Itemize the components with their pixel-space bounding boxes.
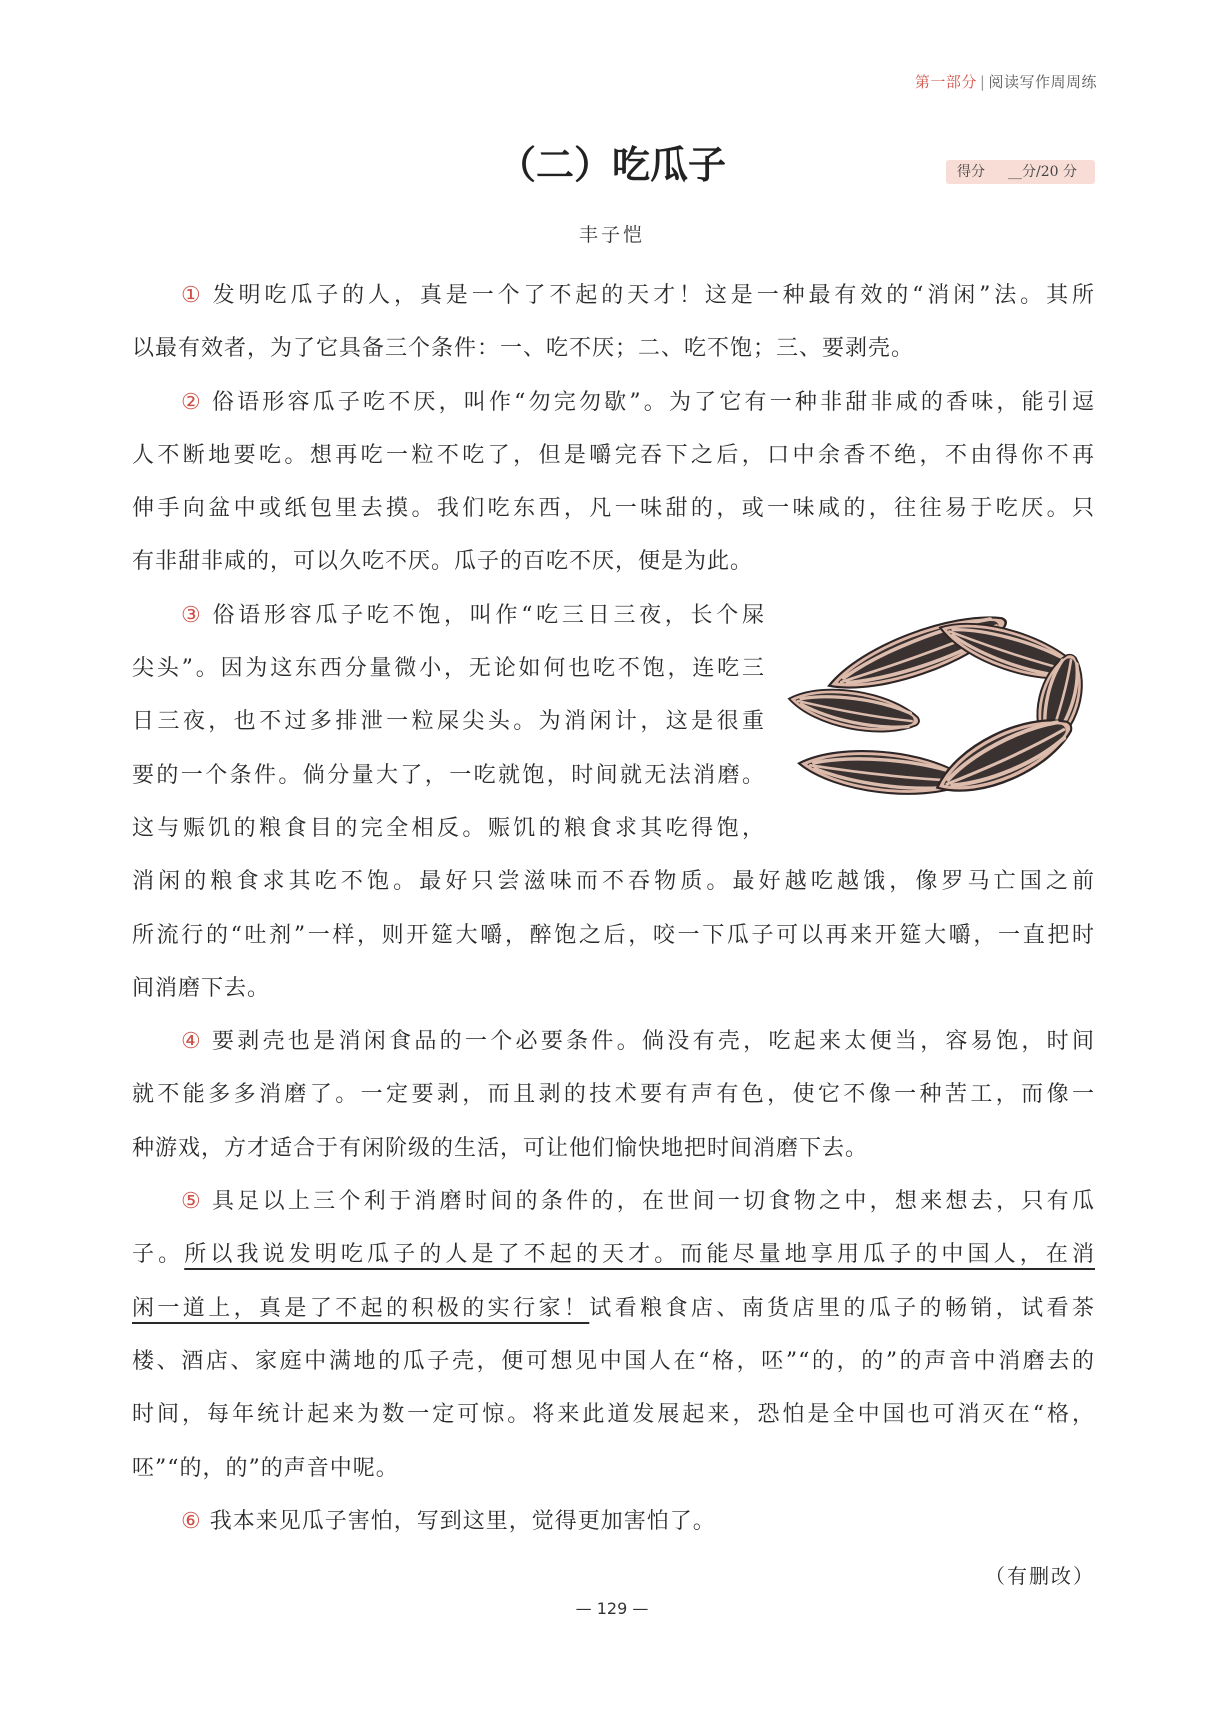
text-line: 种游戏，方才适合于有闲阶级的生活，可让他们愉快地把时间消磨下去。 [132, 1135, 869, 1161]
running-header [915, 71, 1097, 93]
text-line: 以最有效者，为了它具备三个条件：一、吃不厌；二、吃不饱；三、要剥壳。 [132, 336, 915, 362]
text-line: 楼、酒店、家庭中满地的瓜子壳，便可想见中国人在“格，呸”“的，的”的声音中消磨去的 [132, 1348, 1095, 1374]
paragraph-number: ④ [181, 1029, 205, 1055]
text-line [132, 589, 765, 642]
text-line [132, 269, 1095, 322]
page-number: — 129 — [575, 1599, 649, 1618]
paragraph-number: ⑥ [181, 1508, 202, 1534]
line-text: 子。 [132, 1242, 185, 1268]
text-line [132, 1015, 1095, 1068]
text-line: 呸”“的，的”的声音中呢。 [132, 1455, 399, 1481]
paragraph-number: ⑤ [181, 1189, 205, 1215]
line-text: 我本来见瓜子害怕，写到这里，觉得更加害怕了。 [209, 1508, 716, 1534]
line-text: 发明吃瓜子的人，真是一个了不起的天才！这是一种最有效的“消闲”法。其所 [212, 283, 1095, 308]
paragraph-5 [132, 1175, 1095, 1495]
text-line [132, 1282, 1095, 1335]
text-line [132, 1175, 1095, 1228]
underlined-text: 闲一道上，真是了不起的积极的实行家！ [132, 1295, 590, 1321]
text-line: 时间，每年统计起来为数一定可惊。将来此道发展起来，恐怕是全中国也可消灭在“格， [132, 1402, 1095, 1428]
line-text: 俗语形容瓜子吃不饱，叫作“吃三日三夜，长个屎 [212, 602, 765, 628]
text-line: 这与赈饥的粮食目的完全相反。赈饥的粮食求其吃得饱， [132, 815, 765, 841]
text-line [132, 1495, 1095, 1548]
line-text: 具足以上三个利于消磨时间的条件的，在世间一切食物之中，想来想去，只有瓜 [212, 1189, 1095, 1215]
line-text: 试看粮食店、南货店里的瓜子的畅销，试看茶 [589, 1295, 1095, 1321]
text-line: 要的一个条件。倘分量大了，一吃就饱，时间就无法消磨。 [132, 762, 765, 788]
score-value: __分/20 分 [1008, 164, 1077, 180]
text-line: 日三夜，也不过多排泄一粒屎尖头。为消闲计，这是很重 [132, 709, 765, 735]
paragraph-2 [132, 376, 1095, 589]
article-title: （二）吃瓜子 [497, 143, 726, 187]
series-title: 阅读写作周周练 [988, 73, 1097, 91]
paragraph-number: ③ [181, 602, 205, 628]
paragraph-number: ② [181, 389, 204, 415]
abridged-note: （有删改） [985, 1564, 1095, 1588]
paragraph-number: ① [181, 283, 205, 308]
text-line: 有非甜非咸的，可以久吃不厌。瓜子的百吃不厌，便是为此。 [132, 549, 754, 575]
text-line: 消闲的粮食求其吃不饱。最好只尝滋味而不吞物质。最好越吃越饿，像罗马亡国之前 [132, 869, 1095, 895]
line-text: 要剥壳也是消闲食品的一个必要条件。倘没有壳，吃起来太便当，容易饱，时间 [212, 1029, 1095, 1055]
author-name: 丰子恺 [578, 224, 645, 246]
underlined-text: 所以我说发明吃瓜子的人是了不起的天才。而能尽量地享用瓜子的中国人，在消 [184, 1242, 1095, 1268]
paragraph-6 [132, 1495, 1095, 1548]
text-line [132, 376, 1095, 429]
line-text: 俗语形容瓜子吃不厌，叫作“勿完勿歇”。为了它有一种非甜非咸的香味，能引逗 [211, 389, 1095, 415]
text-line: 就不能多多消磨了。一定要剥，而且剥的技术要有声有色，使它不像一种苦工，而像一 [132, 1082, 1095, 1108]
score-box [946, 160, 1095, 184]
score-label: 得分 [957, 164, 985, 180]
text-line [132, 1228, 1095, 1281]
text-line: 尖头”。因为这东西分量微小，无论如何也吃不饱，连吃三 [132, 656, 765, 682]
text-line: 伸手向盆中或纸包里去摸。我们吃东西，凡一味甜的，或一味咸的，往往易于吃厌。只 [132, 496, 1095, 522]
paragraph-1 [132, 269, 1095, 376]
paragraph-4 [132, 1015, 1095, 1175]
text-line: 人不断地要吃。想再吃一粒不吃了，但是嚼完吞下之后，口中余香不绝，不由得你不再 [132, 442, 1095, 468]
paragraph-3 [132, 589, 1095, 1015]
header-separator: | [979, 73, 986, 91]
text-line: 所流行的“吐剂”一样，则开筵大嚼，醉饱之后，咬一下瓜子可以再来开筵大嚼，一直把时 [132, 922, 1095, 948]
text-line: 间消磨下去。 [132, 975, 271, 1001]
article-body [132, 269, 1095, 1548]
section-label: 第一部分 [914, 73, 977, 91]
